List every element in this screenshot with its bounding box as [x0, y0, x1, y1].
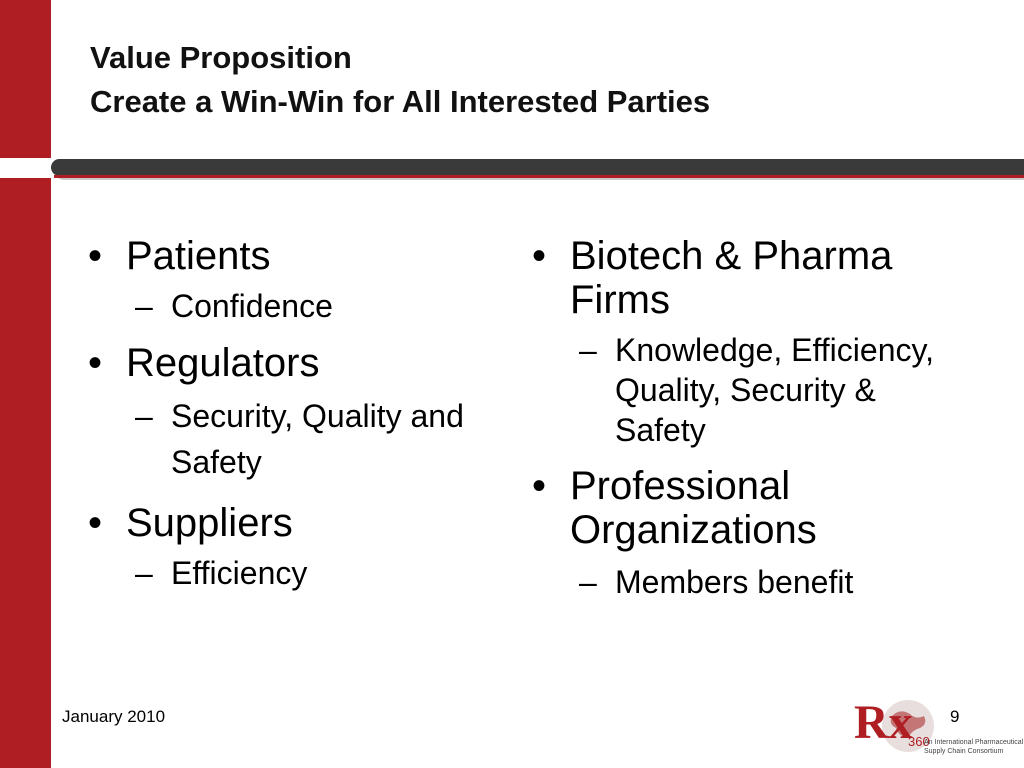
page-number: 9	[950, 707, 960, 726]
sub-bullet-label: Security, Quality and Safety	[171, 398, 464, 480]
header-divider-band	[51, 159, 1024, 176]
sub-bullet-label: Confidence	[171, 288, 333, 324]
sub-bullet-label: Knowledge, Efficiency, Quality, Security & Safety	[615, 332, 934, 448]
bullet-label: Regulators	[126, 341, 320, 385]
logo-tagline-line-2: Supply Chain Consortium	[924, 748, 1004, 755]
right-bullet-column	[532, 234, 972, 602]
bullet-label: Patients	[126, 234, 271, 278]
bullet-item	[532, 234, 970, 322]
left-accent-bar-top	[0, 0, 51, 158]
sub-bullet-item	[88, 286, 488, 326]
logo-tagline-line-1: An International Pharmaceutical	[924, 739, 1024, 746]
sub-bullet-item	[532, 330, 955, 450]
sub-bullet-item	[532, 562, 972, 602]
logo-tagline	[924, 738, 1023, 756]
bullet-item	[532, 464, 870, 552]
logo-360-mark: 360	[908, 734, 930, 749]
dash-icon: –	[579, 564, 597, 600]
dash-icon: –	[135, 555, 153, 591]
slide-title	[90, 36, 710, 124]
sub-bullet-label: Efficiency	[171, 555, 308, 591]
bullet-icon: •	[88, 341, 103, 385]
sub-bullet-item	[88, 393, 471, 485]
sub-bullet-label: Members benefit	[615, 564, 854, 600]
dash-icon: –	[579, 332, 597, 368]
bullet-icon: •	[532, 234, 547, 278]
bullet-icon: •	[88, 501, 103, 545]
bullet-item	[88, 341, 488, 385]
bullet-label: Biotech & Pharma Firms	[570, 234, 893, 322]
title-line-1: Value Proposition	[90, 40, 352, 75]
bullet-icon: •	[88, 234, 103, 278]
bullet-label: Professional Organizations	[570, 464, 817, 552]
bullet-icon: •	[532, 464, 547, 508]
bullet-item	[88, 501, 488, 545]
logo-rx-mark: Rx	[854, 696, 913, 749]
bullet-label: Suppliers	[126, 501, 293, 545]
left-bullet-column	[88, 234, 488, 593]
dash-icon: –	[135, 398, 153, 434]
dash-icon: –	[135, 288, 153, 324]
bullet-item	[88, 234, 488, 278]
left-accent-bar-bottom	[0, 178, 51, 768]
sub-bullet-item	[88, 553, 488, 593]
footer-date: January 2010	[62, 707, 166, 726]
header-divider-red-line	[54, 175, 1024, 178]
title-line-2: Create a Win-Win for All Interested Parties	[90, 84, 711, 119]
